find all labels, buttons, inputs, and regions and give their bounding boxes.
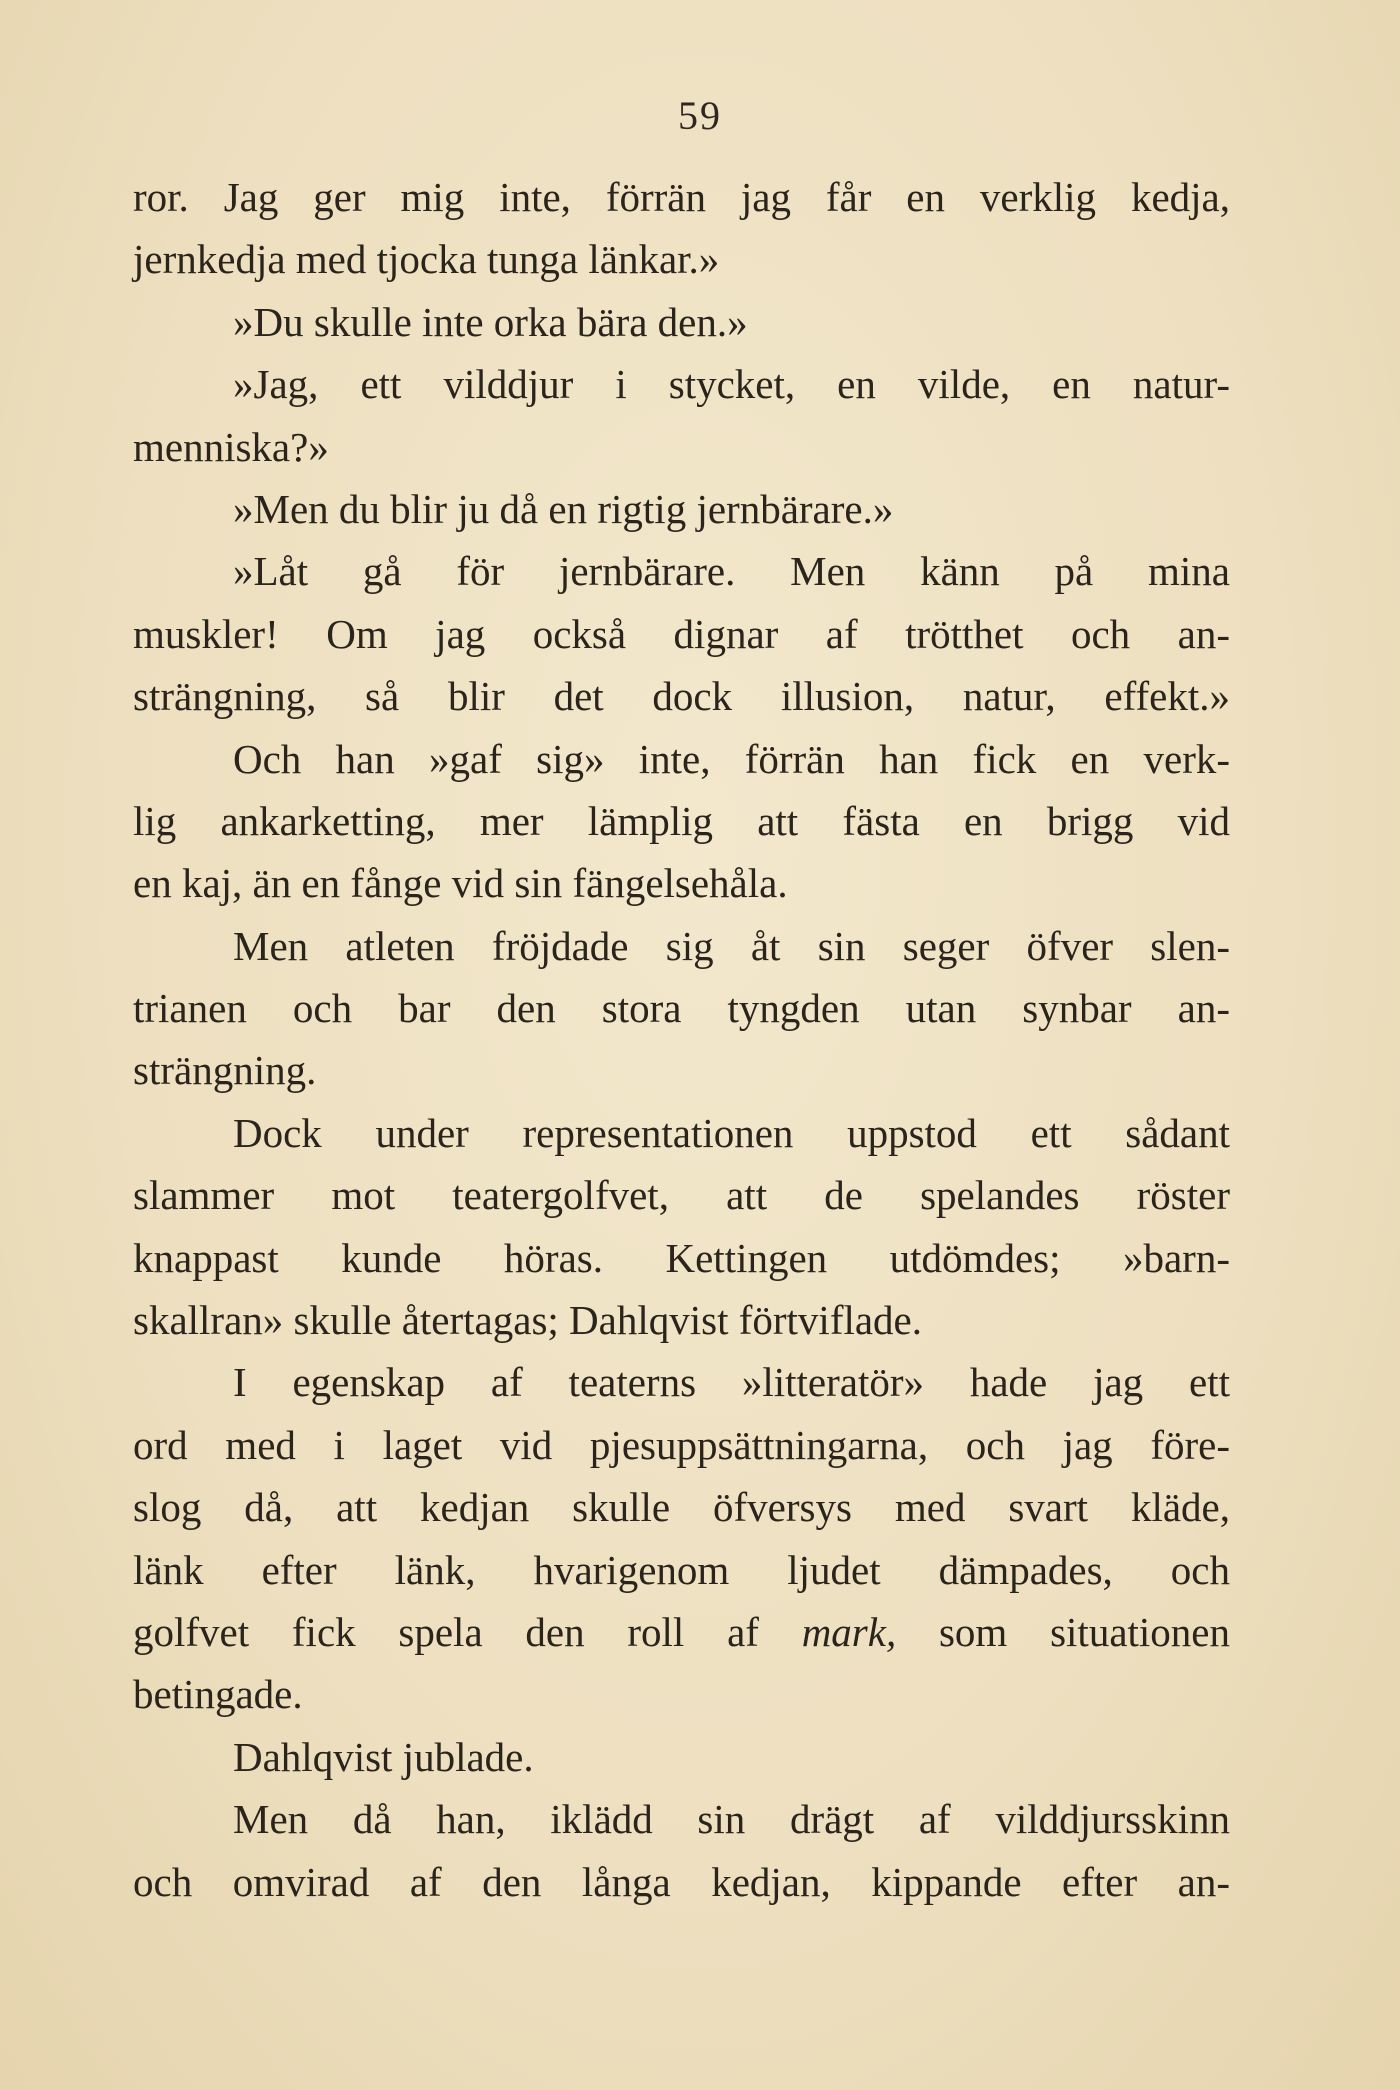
text-line-19: skallran» skulle återtagas; Dahlqvist förtviflade. xyxy=(133,1297,923,1344)
text-line-1: ror. Jag ger mig inte, förrän jag får en verklig kedja, xyxy=(133,174,1230,220)
text-line-5: menniska?» xyxy=(133,423,329,470)
text-line-27: Men då han, iklädd sin drägt af vilddjursskinn xyxy=(233,1796,1230,1843)
text-line-17: slammer mot teatergolfvet, att de spelandes röster xyxy=(133,1172,1230,1219)
text-line-6: »Men du blir ju då en rigtig jernbärare.» xyxy=(233,485,894,532)
text-line-16: Dock under representationen uppstod ett sådant xyxy=(233,1109,1230,1156)
text-line-9: strängning, så blir det dock illusion, natur, effekt.» xyxy=(133,673,1230,720)
text-line-20: I egenskap af teaterns »litteratör» hade jag ett xyxy=(233,1359,1230,1406)
text-line-21: ord med i laget vid pjesuppsättningarna, och jag före- xyxy=(133,1421,1230,1468)
text-line-13: Men atleten fröjdade sig åt sin seger öfver slen- xyxy=(233,922,1230,969)
text-line-4: »Jag, ett vilddjur i stycket, en vilde, en natur- xyxy=(233,361,1230,408)
text-line-3: »Du skulle inte orka bära den.» xyxy=(233,298,748,345)
text-line-14: trianen och bar den stora tyngden utan synbar an- xyxy=(133,985,1230,1032)
text-line-8: muskler! Om jag också dignar af trötthet och an- xyxy=(133,610,1230,657)
text-line-10: Och han »gaf sig» inte, förrän han fick en verk- xyxy=(233,735,1230,782)
body-text xyxy=(133,166,1230,1913)
text-line-15: strängning. xyxy=(133,1047,317,1094)
text-line-22: slog då, att kedjan skulle öfversys med svart kläde, xyxy=(133,1484,1230,1531)
text-line-7: »Låt gå för jernbärare. Men känn på mina xyxy=(233,548,1230,595)
text-line-2: jernkedja med tjocka tunga länkar.» xyxy=(133,236,720,283)
text-line-12: en kaj, än en fånge vid sin fängelsehåla. xyxy=(133,860,788,907)
text-line-24-start: golfvet fick spela den roll af xyxy=(133,1608,802,1655)
text-line-24-end: som situationen xyxy=(896,1608,1230,1655)
page-number: 59 xyxy=(678,93,722,138)
text-line-28: och omvirad af den långa kedjan, kippande efter an- xyxy=(133,1858,1230,1905)
text-line-25: betingade. xyxy=(133,1671,303,1718)
text-line-18: knappast kunde höras. Kettingen utdömdes; »barn- xyxy=(133,1234,1230,1281)
text-line-11: lig ankarketting, mer lämplig att fästa en brigg vid xyxy=(133,797,1230,844)
text-line-24 xyxy=(133,1601,1230,1663)
text-line-26: Dahlqvist jublade. xyxy=(233,1733,534,1780)
italic-word-mark: mark, xyxy=(801,1608,897,1655)
text-line-23: länk efter länk, hvarigenom ljudet dämpades, och xyxy=(133,1546,1230,1593)
